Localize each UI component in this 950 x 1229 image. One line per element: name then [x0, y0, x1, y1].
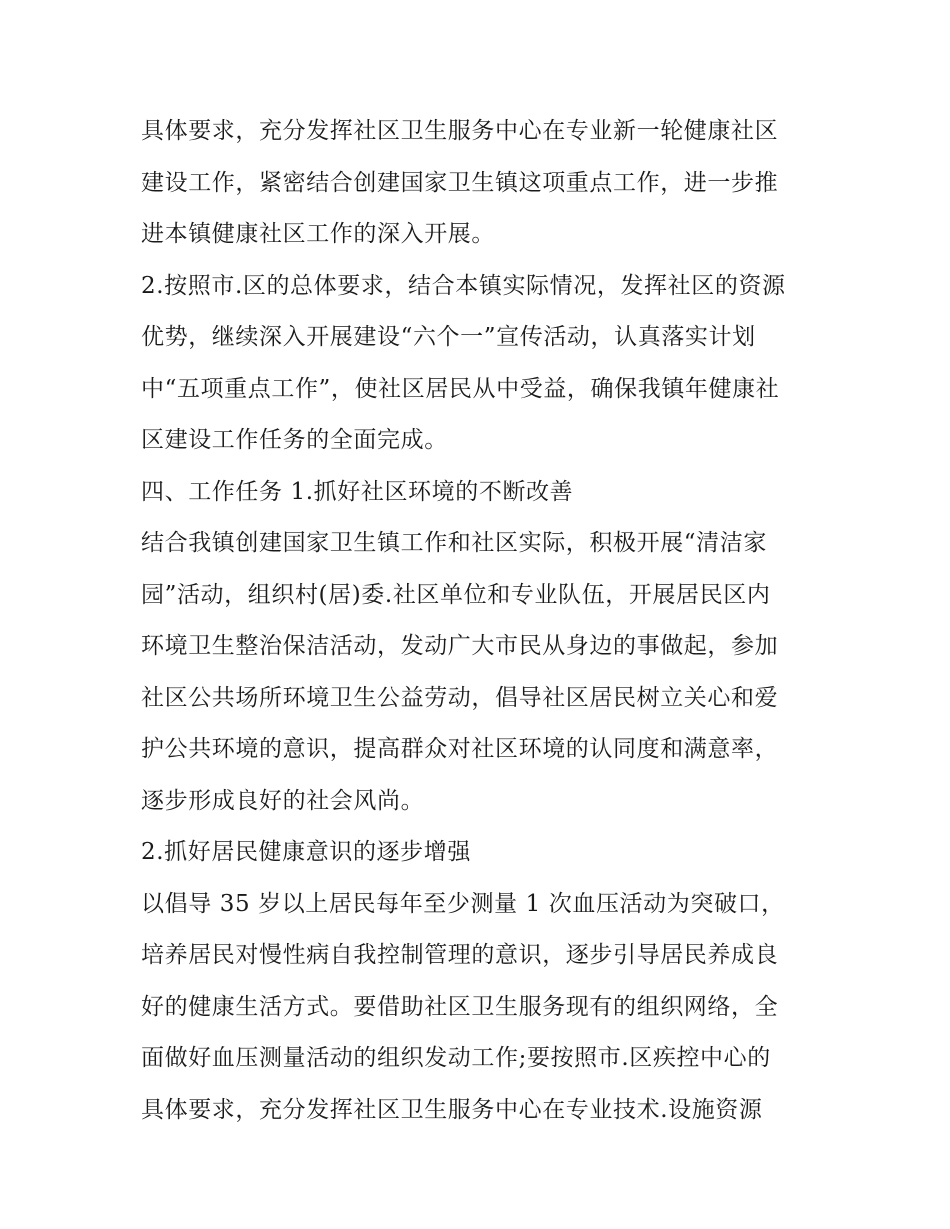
- text-line: 以倡导 35 岁以上居民每年至少测量 1 次血压活动为突破口，: [141, 890, 785, 917]
- text-line: 优势，继续深入开展建设“六个一”宣传活动，认真落实计划: [141, 324, 756, 350]
- text-line: 中“五项重点工作”，使社区居民从中受益，确保我镇年健康社: [141, 375, 780, 402]
- text-line: 培养居民对慢性病自我控制管理的意识，逐步引导居民养成良: [141, 942, 779, 968]
- text-line: 社区公共场所环境卫生公益劳动，倡导社区居民树立关心和爱: [141, 684, 779, 711]
- text-line: 园”活动，组织村(居)委.社区单位和专业队伍，开展居民区内: [141, 581, 771, 608]
- text-line: 环境卫生整治保洁活动，发动广大市民从身边的事做起，参加: [141, 633, 779, 659]
- text-line: 区建设工作任务的全面完成。: [141, 427, 448, 453]
- text-line: 好的健康生活方式。要借助社区卫生服务现有的组织网络，全: [141, 993, 779, 1020]
- text-line: 进本镇健康社区工作的深入开展。: [141, 221, 495, 247]
- text-line: 结合我镇创建国家卫生镇工作和社区实际，积极开展“清洁家: [141, 530, 767, 556]
- text-line: 逐步形成良好的社会风尚。: [141, 787, 425, 814]
- subsection-heading: 2.抓好居民健康意识的逐步增强: [141, 839, 471, 865]
- text-line: 具体要求，充分发挥社区卫生服务中心在专业技术.设施资源: [141, 1096, 763, 1123]
- text-line: 2.按照市.区的总体要求，结合本镇实际情况，发挥社区的资源: [141, 272, 786, 299]
- text-line: 建设工作，紧密结合创建国家卫生镇这项重点工作，进一步推: [141, 169, 779, 196]
- section-heading: 四、工作任务 1.抓好社区环境的不断改善: [141, 478, 574, 505]
- text-line: 面做好血压测量活动的组织发动工作;要按照市.区疾控中心的: [141, 1045, 771, 1071]
- text-line: 具体要求，充分发挥社区卫生服务中心在专业新一轮健康社区: [141, 118, 779, 144]
- text-line: 护公共环境的意识，提高群众对社区环境的认同度和满意率，: [141, 736, 779, 762]
- body-text: [141, 106, 821, 1136]
